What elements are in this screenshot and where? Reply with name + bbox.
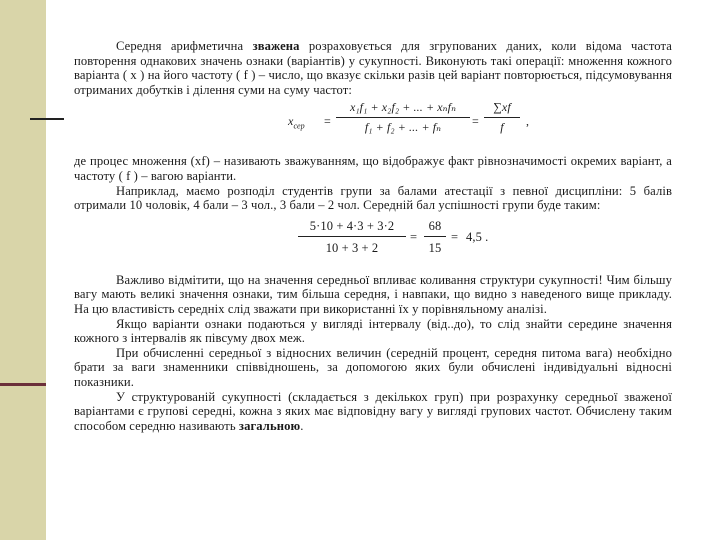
p7-term-general: загальною [238,418,301,433]
formula1-comma: , [526,114,530,129]
formula2-fraction [298,219,406,256]
p1-text-a: Середня арифметична [116,39,253,53]
p7-text-a: У структурованій сукупності (складається з декількох груп) при розрахунку середньої зваженої варіантами є групові середні, кожна з яких має відповідну вагу у вигляді групових частот. Обчислену таким способом середню називають [74,389,672,433]
formula2-denominator-2: 15 [428,241,442,256]
formula2-numerator: 5·10 + 4·3 + 3·2 [298,219,406,238]
formula1-sum-numerator: ∑xf [484,100,520,118]
formula2-equals-2: = [451,229,459,244]
paragraph-relative-values: При обчисленні середньої з відносних величин (середній процент, середня питома вага) необхідно брати за ваги знаменники співвідношень, за допомогою яких були обчислені індивідуальні відносні показники. [74,345,672,389]
formula1-lhs: $x_{сер}$ [288,114,305,131]
formula1-numerator: x₁f₁ + x₂f₂ + ... + xₙfₙ [336,100,470,118]
formula2-fraction-2 [424,219,446,256]
formula1-sum-denominator: f [500,119,504,134]
paragraph-intervals: Якщо варіанти ознаки подаються у вигляді інтервалу (від..до), то слід знайти середине значення кожного з інтервалів як півсуму двох меж. [74,316,672,346]
formula2-numerator-2: 68 [424,219,446,238]
formula1-denominator: f₁ + f₂ + ... + fₙ [364,119,442,134]
paragraph-example: Наприклад, маємо розподіл студентів групи за балами атестації з певної дисципліни: 5 балів отримали 10 чоловік, 4 бали – 3 чол., 3 бали – 2 чол. Середній бал успішності групи буде таким: [74,183,672,213]
formula-example [74,219,672,263]
formula1-fraction [336,100,470,134]
p7-text-c: . [300,418,304,433]
formula2-denominator: 10 + 3 + 2 [325,241,379,256]
slide-sidebar [0,0,46,540]
sidebar-accent-line [0,383,46,386]
paragraph-structure-influence: Важливо відмітити, що на значення середньої впливає коливання структури сукупності! Чим більшу вагу мають великі значення ознаки, тим більша середня, і навпаки, що видно з наведеного вище прикладу. На цю властивість середніх слід зважати при використанні їх у порівняльному аналізі. [74,272,672,316]
p1-text-c: розраховується для згрупованих даних, коли відома частота повторення однакових значень ознаки (варіантів) у сукупності. Виконують такі операції: множення кожного варіанта ( x ) на його частоту ( f ) – число, що вказує скільки разів цей варіант повторюється, підсумовування отриманих добутків і ділення суми на суму частот: [74,39,672,97]
scanned-page [66,34,680,506]
paragraph-weighted-mean [74,39,672,97]
formula-weighted-mean [74,100,672,148]
formula1-equals: = [324,114,331,129]
formula2-result: 4,5 . [466,229,489,244]
paragraph-weighting: де процес множення (xf) – називають зважуванням, що відображує факт рівнозначимості окремих варіант, а частоту ( f ) – вагою варіанти. [74,154,672,183]
p1-term-weighted: зважена [252,39,300,53]
formula1-sum-fraction [484,100,520,134]
bullet-dash [30,118,64,120]
formula2-equals: = [410,229,418,244]
paragraph-structured-population [74,390,672,434]
formula1-equals-2: = [472,114,479,129]
